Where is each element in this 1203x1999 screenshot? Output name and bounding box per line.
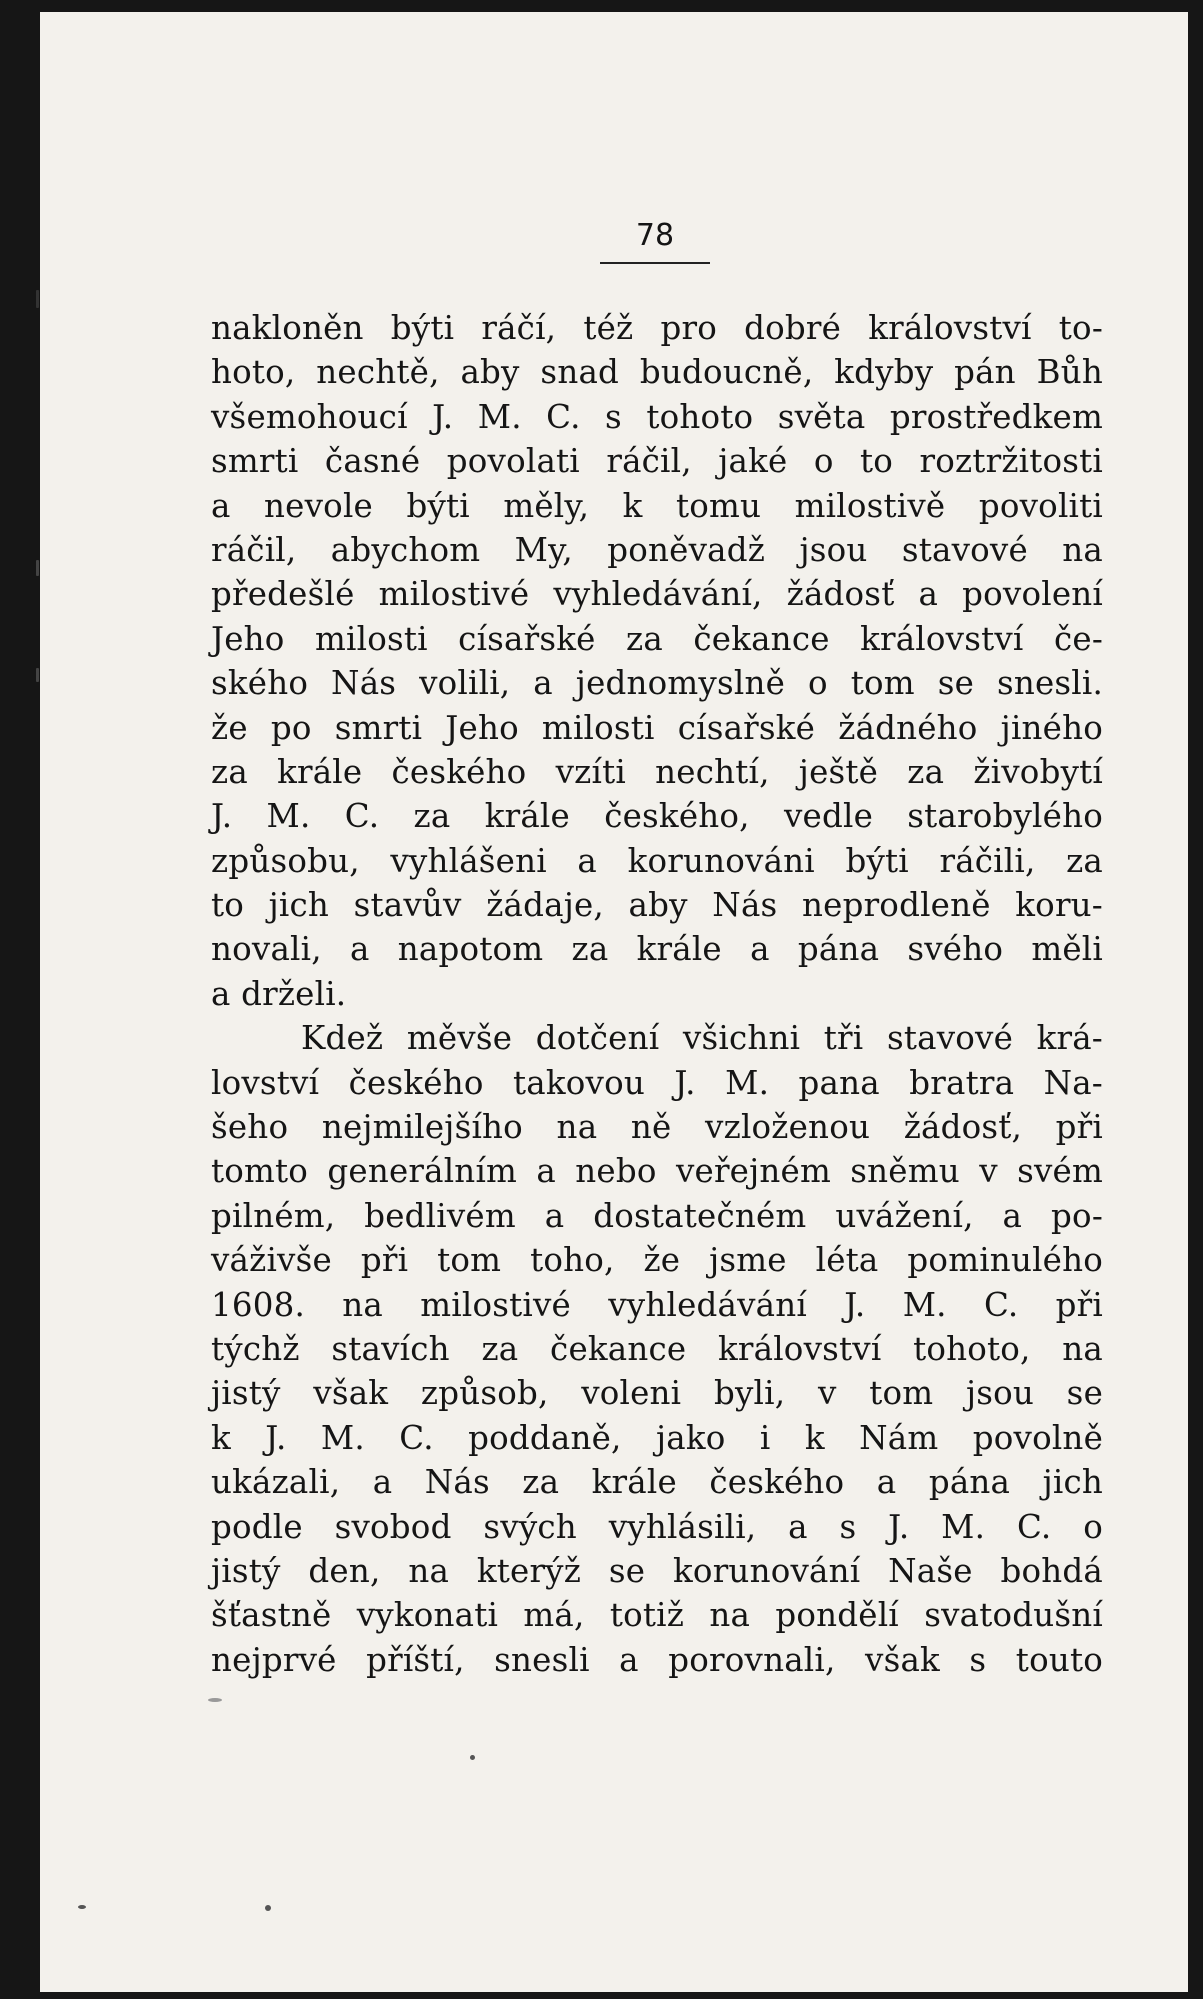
text-line: k J. M. C. poddaně, jako i k Nám povolně: [211, 1418, 1103, 1457]
text-line: za krále českého vzíti nechtí, ještě za živobytí: [211, 752, 1103, 791]
scan-speck: [36, 668, 39, 682]
scan-speck: [208, 1698, 222, 1702]
text-line: šeho nejmilejšího na ně vzloženou žádosť, při: [211, 1108, 1103, 1147]
text-line: šťastně vykonati má, totiž na pondělí svatodušní: [211, 1596, 1103, 1635]
text-line: Jeho milosti císařské za čekance království če-: [211, 619, 1103, 658]
text-line: způsobu, vyhlášeni a korunováni býti ráčili, za: [211, 841, 1103, 880]
text-line: podle svobod svých vyhlásili, a s J. M. C. o: [211, 1507, 1103, 1546]
text-line: 1608. na milostivé vyhledávání J. M. C. při: [211, 1285, 1103, 1324]
text-line: týchž stavích za čekance království tohoto, na: [211, 1329, 1103, 1368]
text-line: pilném, bedlivém a dostatečném uvážení, a po-: [211, 1196, 1103, 1235]
scan-speck: [265, 1905, 271, 1911]
text-line: jistý den, na kterýž se korunování Naše bohdá: [211, 1551, 1103, 1590]
text-line: J. M. C. za krále českého, vedle starobylého: [211, 797, 1103, 836]
text-line: tomto generálním a nebo veřejném sněmu v svém: [211, 1152, 1103, 1191]
text-line: ského Nás volili, a jednomyslně o tom se snesli.: [211, 664, 1103, 703]
scan-speck: [36, 560, 39, 576]
text-line: nakloněn býti ráčí, též pro dobré království to-: [211, 309, 1103, 347]
text-line: to jich stavův žádaje, aby Nás neprodleně koru-: [211, 886, 1103, 925]
body-text: [211, 306, 1103, 1682]
text-line: novali, a napotom za krále a pána svého měli: [211, 930, 1103, 969]
page-number-rule: [600, 262, 710, 264]
text-line: všemohoucí J. M. C. s tohoto světa prostředkem: [211, 397, 1103, 436]
text-line: lovství českého takovou J. M. pana bratra Na-: [211, 1063, 1103, 1102]
text-line: váživše při tom toho, že jsme léta pominulého: [211, 1241, 1103, 1280]
text-line: že po smrti Jeho milosti císařské žádného jiného: [211, 708, 1103, 747]
text-line: předešlé milostivé vyhledávání, žádosť a povolení: [211, 575, 1103, 614]
text-line: ukázali, a Nás za krále českého a pána jich: [211, 1463, 1103, 1502]
paragraph-last-line: a drželi.: [211, 974, 347, 1013]
text-line: nejprvé příští, snesli a porovnali, však s touto: [211, 1640, 1103, 1679]
text-line: jistý však způsob, voleni byli, v tom jsou se: [211, 1374, 1103, 1413]
scan-speck: [470, 1755, 475, 1760]
text-line: ráčil, abychom My, poněvadž jsou stavové na: [211, 530, 1103, 569]
paragraph-first-line: Kdež měvše dotčení všichni tři stavové krá-: [301, 1019, 1103, 1058]
scan-speck: [36, 290, 39, 308]
text-line: a nevole býti měly, k tomu milostivě povoliti: [211, 486, 1103, 525]
scan-speck: [78, 1905, 86, 1909]
text-line: smrti časné povolati ráčil, jaké o to roztržitosti: [211, 442, 1103, 481]
text-line: hoto, nechtě, aby snad budoucně, kdyby pán Bůh: [211, 353, 1103, 392]
page-number: 78: [635, 218, 675, 253]
